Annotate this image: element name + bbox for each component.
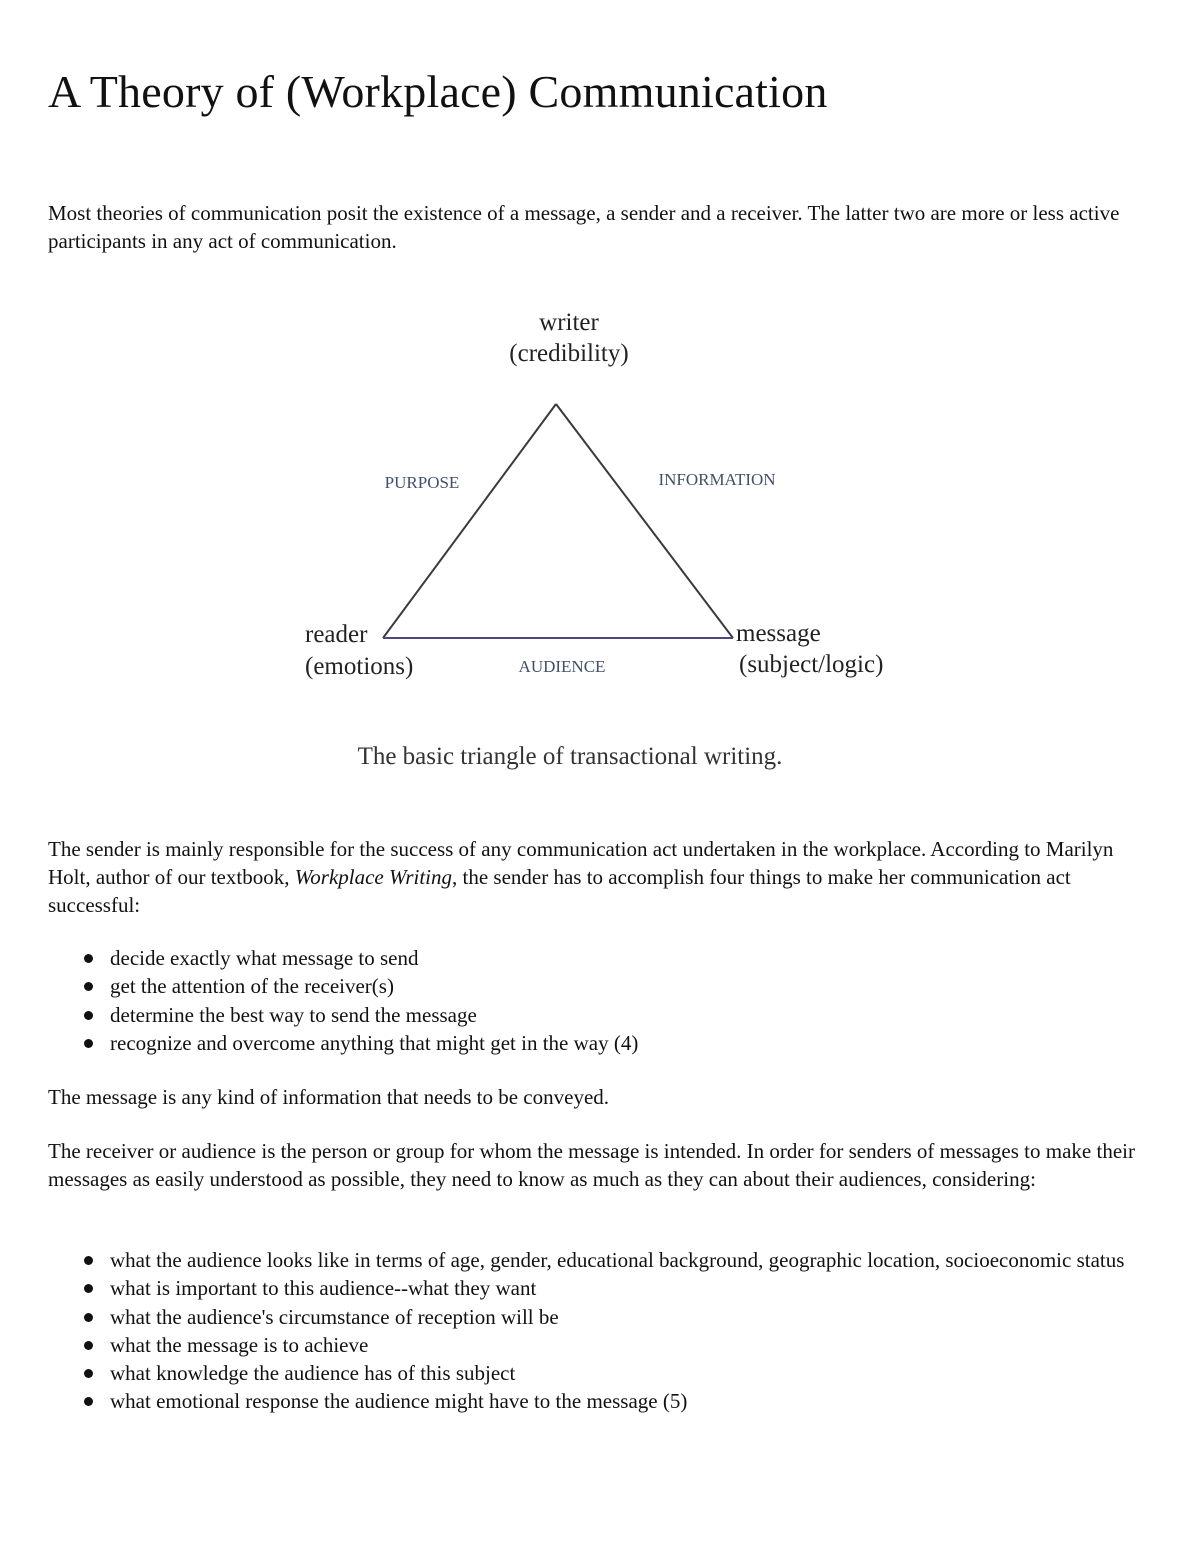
list-item: what the audience's circumstance of reception will be bbox=[110, 1303, 1200, 1331]
list-item: decide exactly what message to send bbox=[110, 944, 1200, 972]
list-item: what the message is to achieve bbox=[110, 1331, 1200, 1359]
sender-paragraph bbox=[48, 835, 1148, 919]
edge-label-audience: AUDIENCE bbox=[518, 657, 606, 676]
sender-paragraph-text-1: The sender is mainly responsible for the success of any communication act undertaken in the workplace. According to Marilyn Holt, author of our textbook, bbox=[48, 837, 1114, 889]
node-writer: writer bbox=[539, 309, 599, 336]
node-message: message bbox=[736, 620, 821, 647]
edge-label-purpose: PURPOSE bbox=[384, 473, 460, 492]
list-item: what the audience looks like in terms of age, gender, educational background, geographic location, socioeconomic status bbox=[110, 1246, 1200, 1274]
intro-paragraph: Most theories of communication posit the existence of a message, a sender and a receiver. The latter two are more or less active participants in any act of communication. bbox=[48, 201, 1120, 253]
list-item: what emotional response the audience might have to the message (5) bbox=[110, 1387, 1200, 1415]
node-message-note: (subject/logic) bbox=[739, 651, 884, 678]
edge-label-information: INFORMATION bbox=[658, 470, 776, 489]
list-item: what is important to this audience--what they want bbox=[110, 1274, 1200, 1302]
list-item: recognize and overcome anything that might get in the way (4) bbox=[110, 1029, 1200, 1057]
list-item: get the attention of the receiver(s) bbox=[110, 972, 1200, 1000]
node-reader: reader bbox=[305, 621, 368, 648]
message-paragraph: The message is any kind of information that needs to be conveyed. bbox=[48, 1085, 610, 1109]
page-title: A Theory of (Workplace) Communication bbox=[48, 66, 828, 117]
triangle-edge-left bbox=[383, 404, 556, 638]
triangle-edge-right bbox=[556, 404, 733, 638]
node-writer-note: (credibility) bbox=[509, 340, 629, 367]
list-item: determine the best way to send the message bbox=[110, 1001, 1200, 1029]
sender-tasks-list bbox=[48, 944, 1200, 1057]
communication-triangle-diagram bbox=[0, 290, 1200, 850]
node-reader-note: (emotions) bbox=[305, 653, 414, 680]
audience-considerations-list bbox=[48, 1246, 1200, 1416]
sender-paragraph-text-2: , the sender has to accomplish four things to make her communication act successful: bbox=[48, 865, 1071, 917]
diagram-caption: The basic triangle of transactional writing. bbox=[357, 743, 783, 770]
textbook-title: Workplace Writing bbox=[294, 865, 453, 889]
list-item: what knowledge the audience has of this subject bbox=[110, 1359, 1200, 1387]
receiver-paragraph: The receiver or audience is the person or group for whom the message is intended. In order for senders of messages to make their messages as easily understood as possible, they need to know as much as they can about their audiences, considering: bbox=[48, 1139, 1135, 1191]
